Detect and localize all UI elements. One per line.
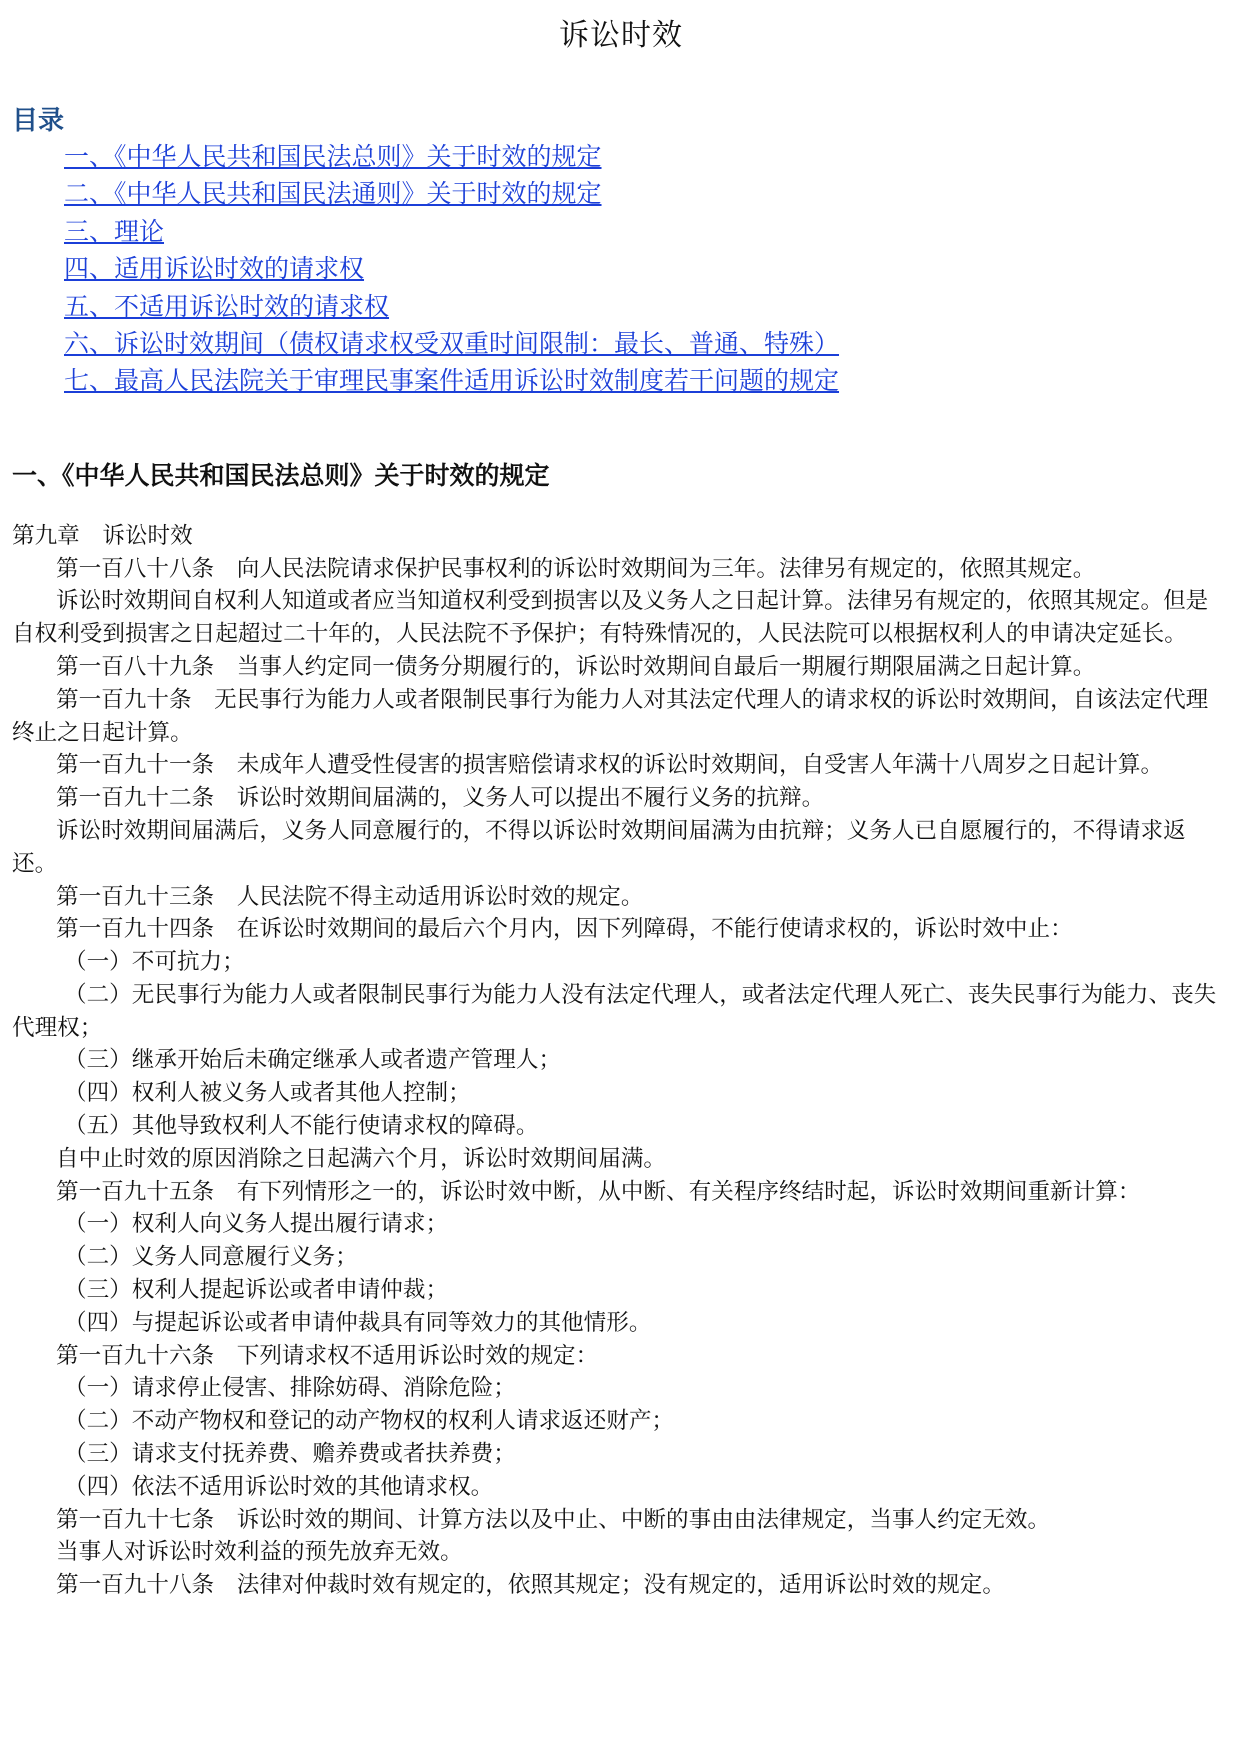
toc-link-2[interactable]: 二、《中华人民共和国民法通则》关于时效的规定 (64, 179, 602, 209)
toc-item (12, 325, 1230, 362)
toc-link-5[interactable]: 五、不适用诉讼时效的请求权 (64, 291, 390, 321)
article-paragraph: 第一百九十八条 法律对仲裁时效有规定的，依照其规定；没有规定的，适用诉讼时效的规定。 (56, 1572, 1005, 1599)
list-item: （三）请求支付抚养费、赡养费或者扶养费； (64, 1441, 516, 1468)
article-paragraph: 诉讼时效期间届满后，义务人同意履行的，不得以诉讼时效期间届满为由抗辩；义务人已自愿履行的，不得请求返还。 (12, 817, 1186, 877)
article-paragraph: 当事人对诉讼时效利益的预先放弃无效。 (56, 1539, 463, 1566)
article-paragraph: 第一百九十条 无民事行为能力人或者限制民事行为能力人对其法定代理人的请求权的诉讼时效期间，自该法定代理终止之日起计算。 (12, 686, 1209, 746)
toc-item (12, 288, 1230, 325)
article-paragraph: 第一百九十五条 有下列情形之一的，诉讼时效中断，从中断、有关程序终结时起，诉讼时效期间重新计算： (56, 1178, 1141, 1205)
list-item: （四）依法不适用诉讼时效的其他请求权。 (64, 1473, 494, 1500)
list-item: （四）与提起诉讼或者申请仲裁具有同等效力的其他情形。 (64, 1309, 652, 1336)
article-paragraph: 第一百九十一条 未成年人遭受性侵害的损害赔偿请求权的诉讼时效期间，自受害人年满十八周岁之日起计算。 (56, 752, 1164, 779)
chapter-title: 第九章 诉讼时效 (12, 522, 193, 549)
toc-item (12, 250, 1230, 287)
list-item: （二）无民事行为能力人或者限制民事行为能力人没有法定代理人，或者法定代理人死亡、丧失民事行为能力、丧失代理权； (12, 981, 1217, 1041)
section-heading: 一、《中华人民共和国民法总则》关于时效的规定 (12, 460, 550, 490)
toc-link-1[interactable]: 一、《中华人民共和国民法总则》关于时效的规定 (64, 142, 602, 171)
list-item: （一）权利人向义务人提出履行请求； (64, 1211, 449, 1238)
list-item: （二）义务人同意履行义务； (64, 1244, 358, 1271)
list-item: （三）继承开始后未确定继承人或者遗产管理人； (64, 1047, 562, 1074)
toc-item (12, 362, 1230, 399)
article-paragraph: 第一百九十二条 诉讼时效期间届满的，义务人可以提出不履行义务的抗辩。 (56, 785, 825, 812)
list-item: （一）请求停止侵害、排除妨碍、消除危险； (64, 1375, 516, 1402)
toc-item (12, 138, 1230, 175)
list-item: （五）其他导致权利人不能行使请求权的障碍。 (64, 1113, 539, 1140)
article-paragraph: 第一百九十七条 诉讼时效的期间、计算方法以及中止、中断的事由由法律规定，当事人约定无效。 (56, 1506, 1051, 1533)
article-paragraph: 第一百八十九条 当事人约定同一债务分期履行的，诉讼时效期间自最后一期履行期限届满之日起计算。 (56, 653, 1096, 680)
list-item: （四）权利人被义务人或者其他人控制； (64, 1080, 471, 1107)
toc-item (12, 213, 1230, 250)
list-item: （一）不可抗力； (64, 949, 245, 976)
article-paragraph: 第一百九十三条 人民法院不得主动适用诉讼时效的规定。 (56, 883, 644, 910)
toc-link-4[interactable]: 四、适用诉讼时效的请求权 (64, 254, 365, 284)
list-item: （二）不动产物权和登记的动产物权的权利人请求返还财产； (64, 1408, 675, 1435)
article-paragraph: 第一百九十六条 下列请求权不适用诉讼时效的规定： (56, 1342, 599, 1369)
toc-link-6[interactable]: 六、诉讼时效期间（债权请求权受双重时间限制：最长、普通、特殊） (64, 328, 840, 358)
article-paragraph: 第一百九十四条 在诉讼时效期间的最后六个月内，因下列障碍，不能行使请求权的，诉讼时效中止： (56, 916, 1073, 943)
table-of-contents (12, 138, 1230, 400)
article-paragraph: 第一百八十八条 向人民法院请求保护民事权利的诉讼时效期间为三年。法律另有规定的，依照其规定。 (56, 555, 1096, 582)
document-page (12, 0, 1230, 1602)
toc-link-7[interactable]: 七、最高人民法院关于审理民事案件适用诉讼时效制度若干问题的规定 (64, 366, 840, 396)
article-paragraph: 自中止时效的原因消除之日起满六个月，诉讼时效期间届满。 (56, 1145, 667, 1172)
toc-heading: 目录 (12, 106, 65, 136)
list-item: （三）权利人提起诉讼或者申请仲裁； (64, 1277, 449, 1304)
section-content (12, 520, 1230, 1602)
toc-link-3[interactable]: 三、理论 (64, 216, 165, 246)
toc-item (12, 175, 1230, 212)
article-paragraph: 诉讼时效期间自权利人知道或者应当知道权利受到损害以及义务人之日起计算。法律另有规定的，依照其规定。但是自权利受到损害之日起超过二十年的，人民法院不予保护；有特殊情况的，人民法院可以根据权利人的申请决定延长。 (12, 588, 1209, 648)
document-title: 诉讼时效 (559, 18, 683, 53)
